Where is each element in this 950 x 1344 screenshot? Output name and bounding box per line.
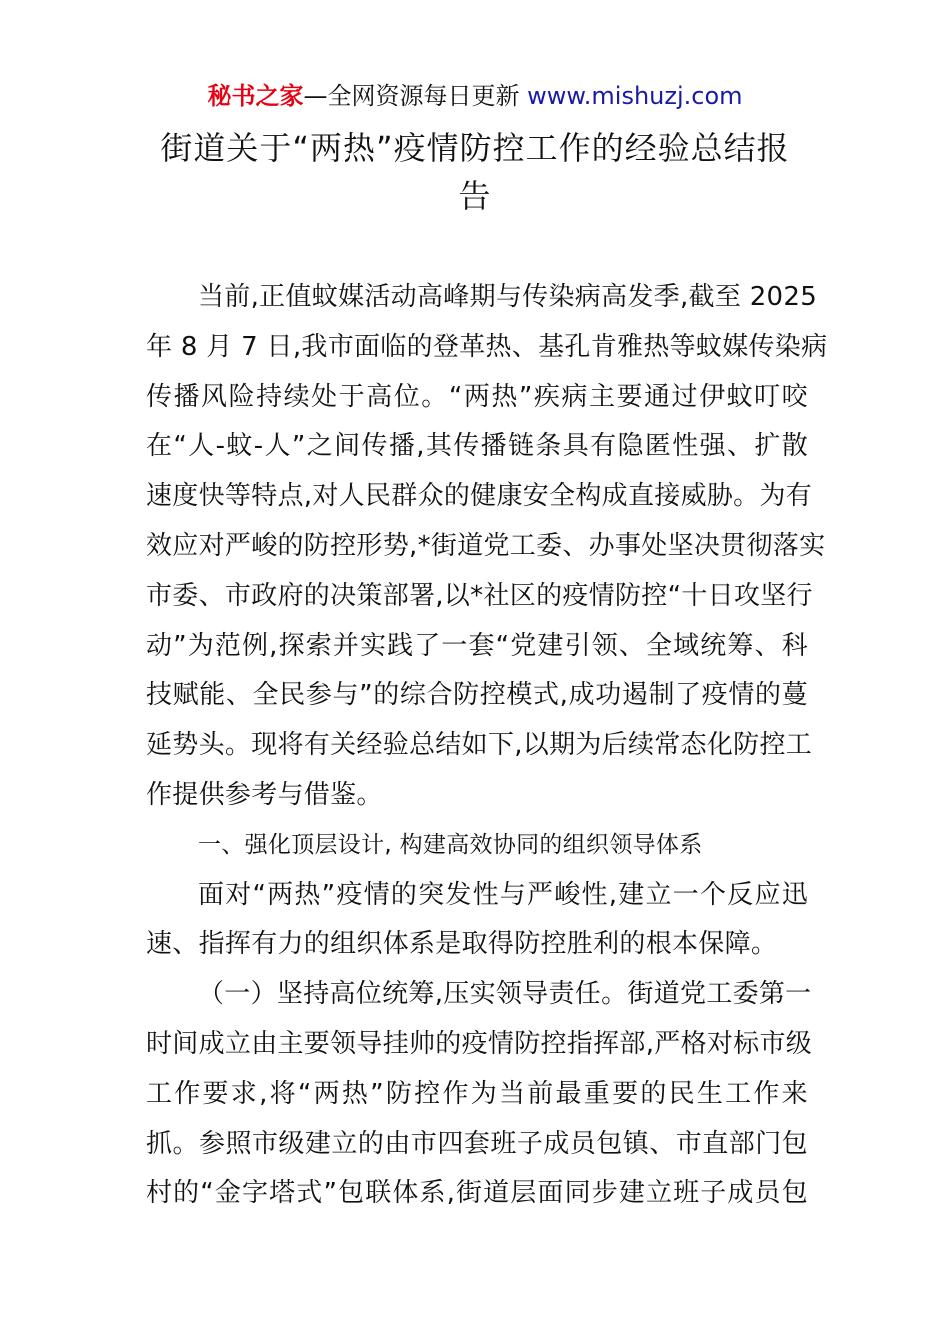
body-line: 作提供参考与借鉴。 bbox=[146, 779, 383, 810]
body-line: 速度快等特点,对人民群众的健康安全构成直接威胁。为有 bbox=[146, 481, 813, 512]
body-line: （一）坚持高位统筹,压实领导责任。街道党工委第一 bbox=[198, 979, 812, 1010]
document-title bbox=[150, 124, 800, 220]
section-heading: 一、强化顶层设计, 构建高效协同的组织领导体系 bbox=[198, 831, 703, 858]
body-line: 在“人-蚊-人”之间传播,其传播链条具有隐匿性强、扩散 bbox=[146, 431, 808, 462]
source-banner bbox=[0, 78, 950, 114]
body-line: 时间成立由主要领导挂帅的疫情防控指挥部,严格对标市级 bbox=[146, 1028, 813, 1059]
body-line: 当前,正值蚊媒活动高峰期与传染病高发季,截至 2025 bbox=[198, 282, 818, 312]
body-line: 技赋能、全民参与”的综合防控模式,成功遏制了疫情的蔓 bbox=[146, 680, 808, 711]
title-line-1: 街道关于“两热”疫情防控工作的经验总结报 bbox=[160, 129, 790, 167]
banner-url[interactable]: www.mishuzj.com bbox=[527, 82, 743, 110]
body-line: 年 8 月 7 日,我市面临的登革热、基孔肯雅热等蚊媒传染病 bbox=[146, 331, 828, 362]
title-line-2: 告 bbox=[458, 177, 492, 215]
document-body bbox=[146, 273, 828, 1219]
body-line: 市委、市政府的决策部署,以*社区的疫情防控“十日攻坚行 bbox=[146, 580, 813, 611]
body-line: 效应对严峻的防控形势,*街道党工委、办事处坚决贯彻落实 bbox=[146, 530, 826, 561]
body-line: 动”为范例,探索并实践了一套“党建引领、全域统筹、科 bbox=[146, 630, 808, 661]
body-line: 传播风险持续处于高位。“两热”疾病主要通过伊蚊叮咬 bbox=[146, 381, 808, 412]
banner-tagline: —全网资源每日更新 bbox=[303, 82, 528, 110]
banner-brand: 秘书之家 bbox=[207, 82, 304, 110]
body-line: 面对“两热”疫情的突发性与严峻性,建立一个反应迅 bbox=[198, 879, 808, 910]
body-line: 速、指挥有力的组织体系是取得防控胜利的根本保障。 bbox=[146, 929, 778, 960]
body-line: 延势头。现将有关经验总结如下,以期为后续常态化防控工 bbox=[146, 730, 813, 761]
body-line: 村的“金字塔式”包联体系,街道层面同步建立班子成员包 bbox=[146, 1178, 808, 1209]
body-line: 工作要求,将“两热”防控作为当前最重要的民生工作来 bbox=[146, 1078, 808, 1109]
body-line: 抓。参照市级建立的由市四套班子成员包镇、市直部门包 bbox=[146, 1128, 808, 1159]
